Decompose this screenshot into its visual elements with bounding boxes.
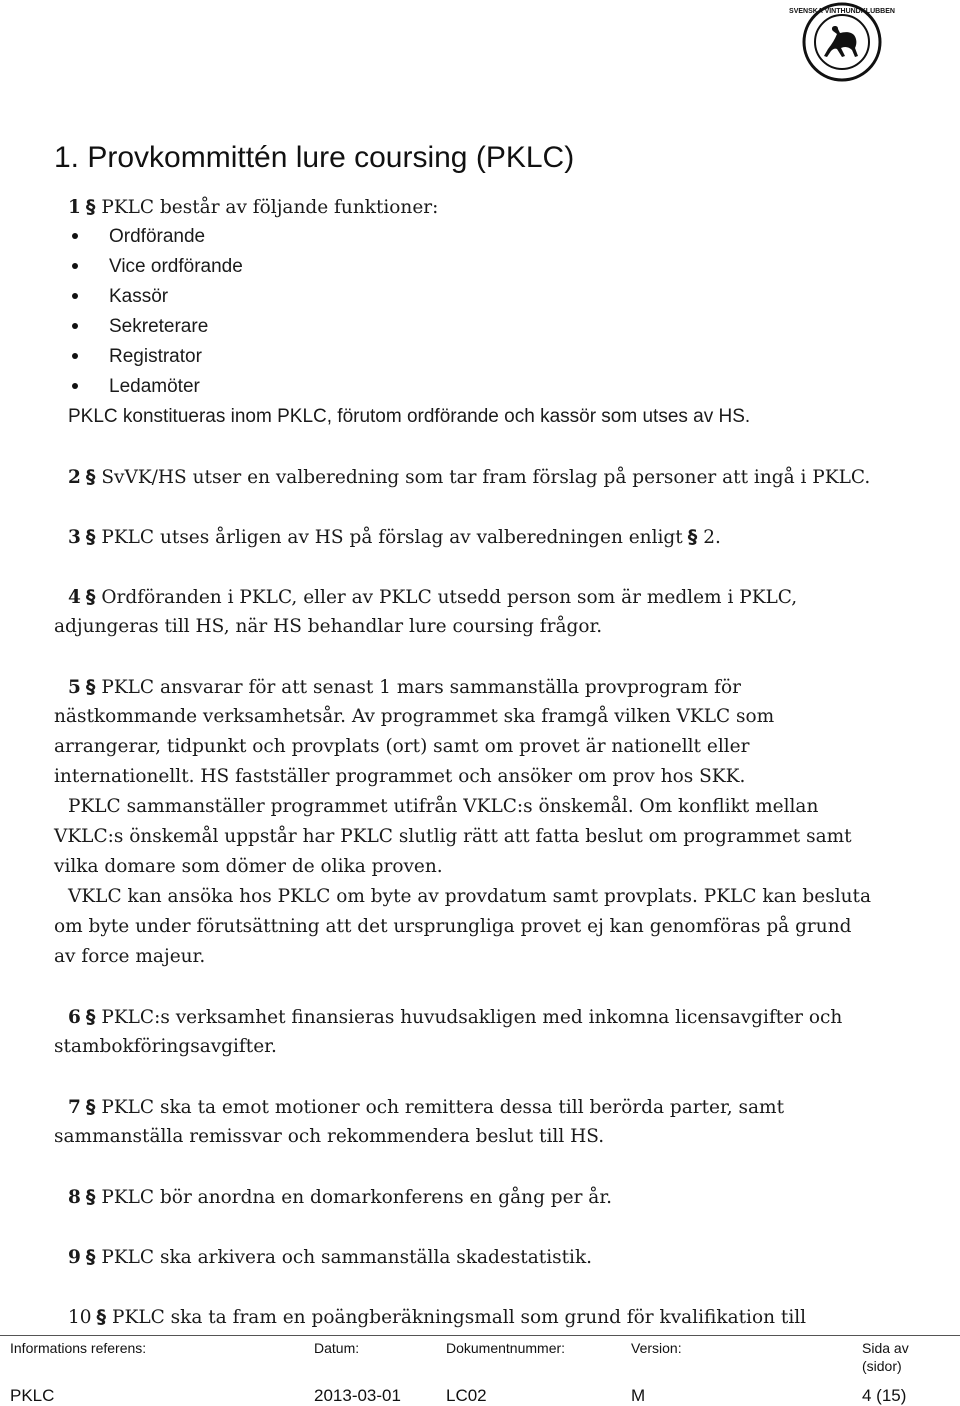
paragraph-text: PKLC består av följande funktioner:	[101, 197, 439, 218]
paragraph-text: PKLC ansvarar för att senast 1 mars sammanställa provprogram för	[101, 677, 741, 698]
paragraph-5-line: VKLC:s önskemål uppstår har PKLC slutlig rätt att fatta beslut om programmet samt	[54, 826, 852, 847]
section-sign-icon: §	[85, 526, 96, 548]
paragraph-5-line: VKLC kan ansöka hos PKLC om byte av provdatum samt provplats. PKLC kan besluta	[68, 886, 871, 907]
paragraph-3	[68, 522, 721, 552]
footer-value-date: 2013-03-01	[314, 1386, 401, 1405]
paragraph-7	[68, 1092, 784, 1122]
section-sign-icon: §	[85, 1186, 96, 1208]
paragraph-number: 3	[68, 527, 81, 548]
section-sign-icon: §	[85, 676, 96, 698]
paragraph-text: Ordföranden i PKLC, eller av PKLC utsedd person som är medlem i PKLC,	[101, 587, 798, 608]
paragraph-4-continuation: adjungeras till HS, när HS behandlar lure coursing frågor.	[54, 616, 603, 637]
bullet-icon	[72, 263, 78, 269]
footer-value-reference: PKLC	[10, 1386, 55, 1405]
footer-label-page: Sida av	[862, 1340, 909, 1356]
paragraph-9	[68, 1242, 592, 1272]
paragraph-number: 9	[68, 1247, 81, 1268]
paragraph-reference: 2.	[703, 527, 721, 548]
paragraph-2	[68, 462, 870, 492]
footer-label-document-number: Dokumentnummer:	[446, 1340, 566, 1356]
footer-label-reference: Informations referens:	[10, 1340, 147, 1356]
section-sign-icon: §	[85, 1096, 96, 1118]
footer-divider	[0, 1335, 960, 1336]
paragraph-number: 10	[68, 1307, 92, 1328]
bullet-icon	[72, 233, 78, 239]
paragraph-1-note: PKLC konstitueras inom PKLC, förutom ordförande och kassör som utses av HS.	[68, 406, 751, 427]
paragraph-5-line: internationellt. HS fastställer programmet och ansöker om prov hos SKK.	[54, 766, 746, 787]
bullet-icon	[72, 323, 78, 329]
section-sign-icon: §	[85, 1006, 96, 1028]
paragraph-text: PKLC utses årligen av HS på förslag av valberedningen enligt	[101, 527, 683, 548]
paragraph-number: 4	[68, 587, 81, 608]
section-sign-icon: §	[85, 466, 96, 488]
section-sign-icon: §	[96, 1306, 107, 1328]
section-sign-icon: §	[85, 586, 96, 608]
paragraph-5-line: av force majeur.	[54, 946, 206, 967]
paragraph-text: PKLC:s verksamhet finansieras huvudsakligen med inkomna licensavgifter och	[101, 1007, 843, 1028]
paragraph-text: PKLC bör anordna en domarkonferens en gång per år.	[101, 1187, 613, 1208]
paragraph-4	[68, 582, 797, 612]
footer-value-document-number: LC02	[446, 1386, 487, 1405]
paragraph-text: PKLC ska ta emot motioner och remittera dessa till berörda parter, samt	[101, 1097, 785, 1118]
paragraph-5-line: arrangerar, tidpunkt och provplats (ort) samt om provet är nationellt eller	[54, 736, 750, 757]
paragraph-6-continuation: stambokföringsavgifter.	[54, 1036, 277, 1057]
bullet-icon	[72, 353, 78, 359]
paragraph-5-line: om byte under förutsättning att det ursprungliga provet ej kan genomföras på grund	[54, 916, 852, 937]
paragraph-5-line: vilka domare som dömer de olika proven.	[54, 856, 443, 877]
paragraph-number: 1	[68, 197, 81, 218]
paragraph-5-line: PKLC sammanställer programmet utifrån VKLC:s önskemål. Om konflikt mellan	[68, 796, 819, 817]
footer-label-date: Datum:	[314, 1340, 360, 1356]
section-sign-icon: §	[687, 526, 698, 548]
paragraph-1	[68, 192, 438, 222]
paragraph-number: 7	[68, 1097, 81, 1118]
paragraph-number: 6	[68, 1007, 81, 1028]
paragraph-5	[68, 672, 741, 702]
paragraph-5-line: nästkommande verksamhetsår. Av programmet ska framgå vilken VKLC som	[54, 706, 775, 727]
paragraph-text: PKLC ska ta fram en poängberäkningsmall som grund för kvalifikation till	[112, 1307, 807, 1328]
club-logo	[789, 2, 895, 82]
paragraph-6	[68, 1002, 842, 1032]
section-sign-icon: §	[85, 1246, 96, 1268]
footer-value-version: M	[631, 1386, 646, 1405]
bullet-icon	[72, 383, 78, 389]
paragraph-text: SvVK/HS utser en valberedning som tar fram förslag på personer att ingå i PKLC.	[101, 467, 871, 488]
footer-label-version: Version:	[631, 1340, 682, 1356]
paragraph-7-continuation: sammanställa remissvar och rekommendera beslut till HS.	[54, 1126, 605, 1147]
paragraph-10	[68, 1302, 806, 1332]
footer-value-page: 4 (15)	[862, 1386, 907, 1405]
bullet-icon	[72, 293, 78, 299]
paragraph-8	[68, 1182, 612, 1212]
section-heading: 1. Provkommittén lure coursing (PKLC)	[54, 141, 575, 174]
paragraph-number: 5	[68, 677, 81, 698]
footer-label-page-sub: (sidor)	[862, 1358, 902, 1374]
paragraph-number: 2	[68, 467, 81, 488]
paragraph-text: PKLC ska arkivera och sammanställa skadestatistik.	[101, 1247, 593, 1268]
svg-text:SVENSKA VINTHUNDKLUBBEN: SVENSKA VINTHUNDKLUBBEN	[789, 8, 895, 15]
section-sign-icon: §	[85, 196, 96, 218]
paragraph-number: 8	[68, 1187, 81, 1208]
